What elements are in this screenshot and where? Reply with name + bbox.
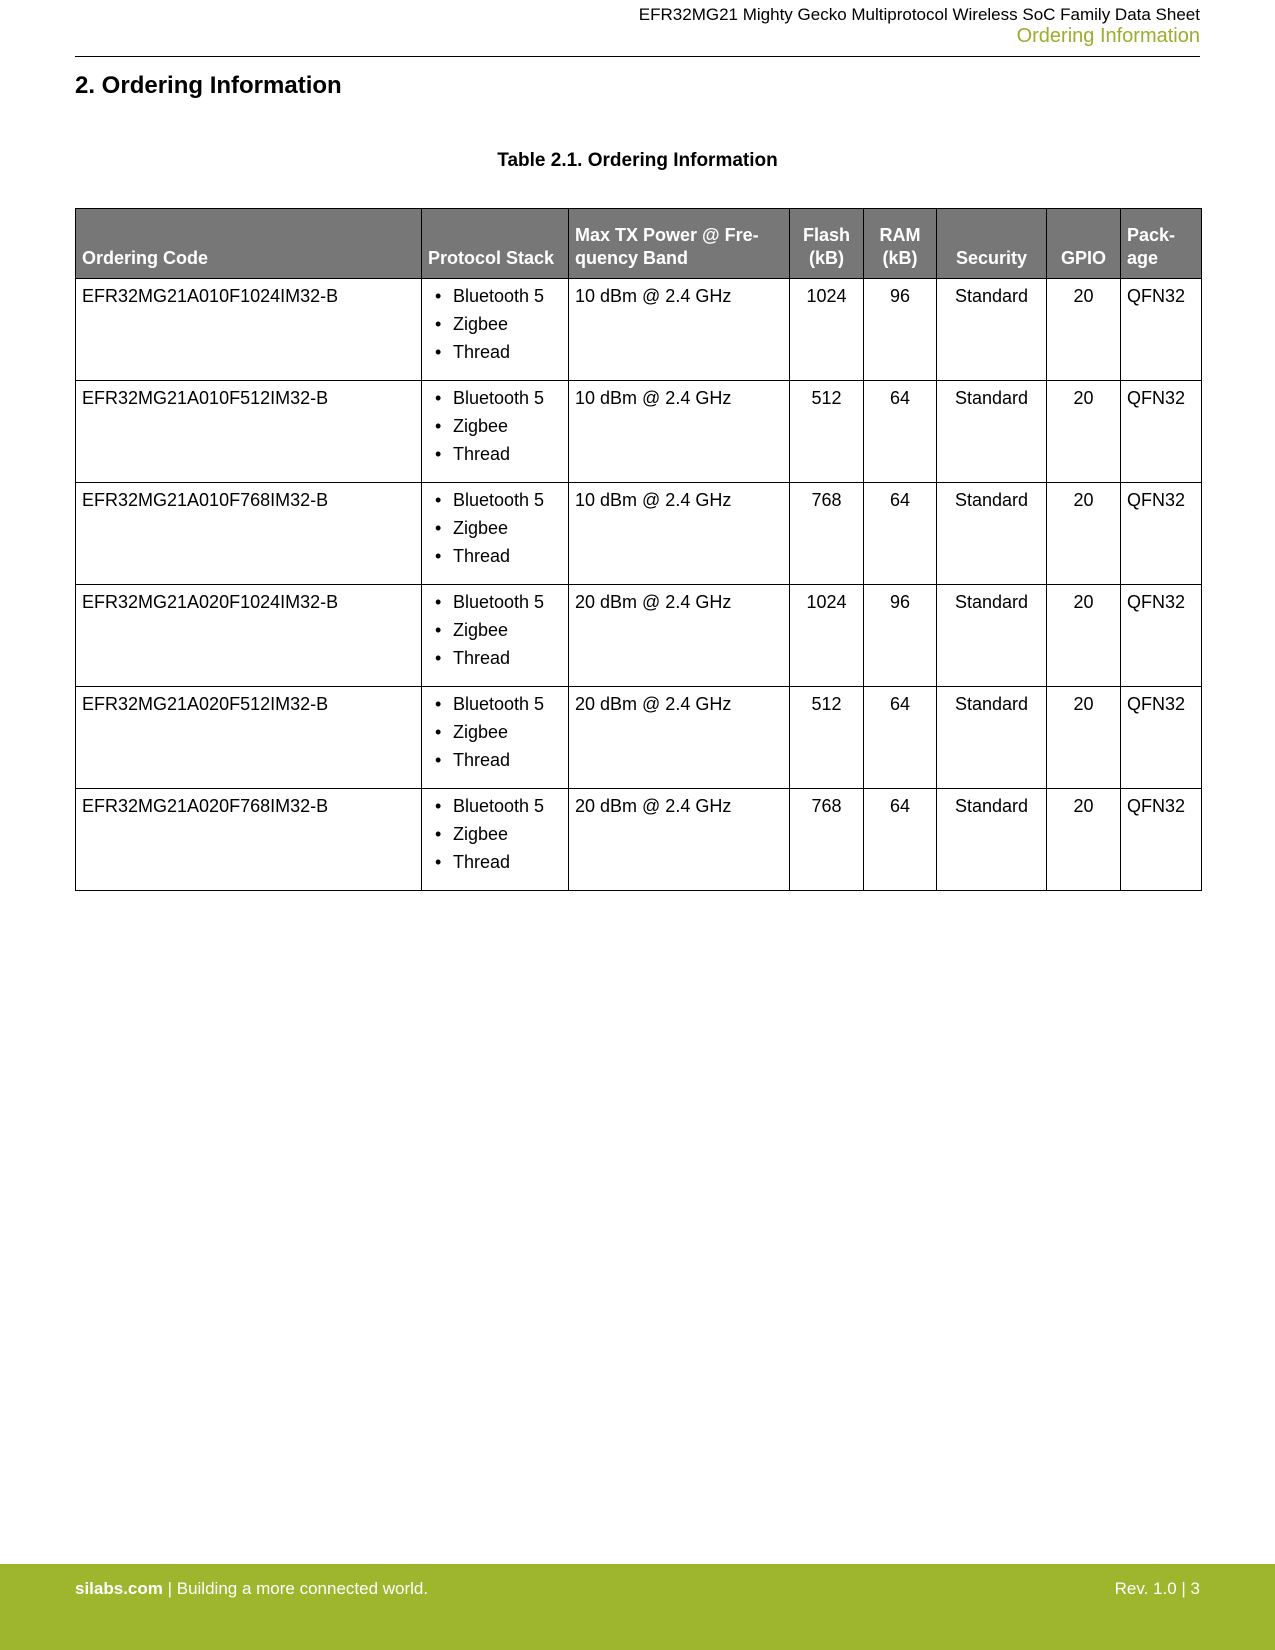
protocol-list [428, 792, 562, 876]
cell-gpio: 20 [1047, 381, 1121, 483]
protocol-list [428, 282, 562, 366]
ordering-table [75, 208, 1202, 891]
cell-flash: 512 [790, 381, 864, 483]
cell-package: QFN32 [1121, 381, 1202, 483]
cell-tx-power: 20 dBm @ 2.4 GHz [569, 789, 790, 891]
cell-ram: 64 [864, 789, 937, 891]
cell-gpio: 20 [1047, 279, 1121, 381]
table-caption: Table 2.1. Ordering Information [497, 150, 778, 171]
table-row [76, 687, 1202, 789]
cell-security: Standard [937, 483, 1047, 585]
cell-ram: 64 [864, 483, 937, 585]
cell-ram: 64 [864, 687, 937, 789]
protocol-item: • Zigbee [435, 412, 562, 440]
page-footer [0, 1564, 1275, 1650]
cell-protocol-stack [422, 687, 569, 789]
cell-security: Standard [937, 687, 1047, 789]
protocol-item: • Zigbee [435, 820, 562, 848]
protocol-item: • Bluetooth 5 [435, 792, 562, 820]
cell-protocol-stack [422, 789, 569, 891]
protocol-item: • Bluetooth 5 [435, 588, 562, 616]
header-divider [75, 56, 1200, 57]
col-header-ordering-code: Ordering Code [76, 209, 422, 279]
cell-ram: 64 [864, 381, 937, 483]
cell-gpio: 20 [1047, 687, 1121, 789]
cell-ram: 96 [864, 279, 937, 381]
cell-protocol-stack [422, 381, 569, 483]
col-header-protocol-stack: Protocol Stack [422, 209, 569, 279]
col-header-max-tx-power [569, 209, 790, 279]
cell-flash: 1024 [790, 585, 864, 687]
col-header-security: Security [937, 209, 1047, 279]
cell-tx-power: 10 dBm @ 2.4 GHz [569, 483, 790, 585]
cell-package: QFN32 [1121, 687, 1202, 789]
cell-ram: 96 [864, 585, 937, 687]
cell-ordering-code: EFR32MG21A020F1024IM32-B [76, 585, 422, 687]
cell-gpio: 20 [1047, 585, 1121, 687]
cell-flash: 512 [790, 687, 864, 789]
protocol-list [428, 690, 562, 774]
protocol-list [428, 486, 562, 570]
table-row [76, 585, 1202, 687]
cell-protocol-stack [422, 483, 569, 585]
protocol-item: • Bluetooth 5 [435, 690, 562, 718]
cell-tx-power: 20 dBm @ 2.4 GHz [569, 585, 790, 687]
protocol-item: • Bluetooth 5 [435, 282, 562, 310]
cell-package: QFN32 [1121, 789, 1202, 891]
protocol-item: • Thread [435, 644, 562, 672]
protocol-item: • Zigbee [435, 310, 562, 338]
protocol-item: • Thread [435, 746, 562, 774]
table-row [76, 279, 1202, 381]
table-row [76, 789, 1202, 891]
footer-left [75, 1579, 428, 1599]
footer-site-link[interactable]: silabs.com [75, 1579, 163, 1598]
cell-security: Standard [937, 279, 1047, 381]
cell-tx-power: 10 dBm @ 2.4 GHz [569, 381, 790, 483]
cell-security: Standard [937, 381, 1047, 483]
protocol-item: • Zigbee [435, 616, 562, 644]
protocol-item: • Zigbee [435, 514, 562, 542]
section-title: 2. Ordering Information [75, 72, 342, 99]
cell-package: QFN32 [1121, 585, 1202, 687]
protocol-item: • Bluetooth 5 [435, 384, 562, 412]
col-header-package: Pack-age [1121, 209, 1202, 279]
table-row [76, 483, 1202, 585]
cell-flash: 768 [790, 789, 864, 891]
protocol-item: • Zigbee [435, 718, 562, 746]
cell-security: Standard [937, 585, 1047, 687]
cell-ordering-code: EFR32MG21A010F512IM32-B [76, 381, 422, 483]
protocol-list [428, 384, 562, 468]
protocol-list [428, 588, 562, 672]
protocol-item: • Thread [435, 338, 562, 366]
col-header-ram: RAM (kB) [864, 209, 937, 279]
cell-ordering-code: EFR32MG21A020F768IM32-B [76, 789, 422, 891]
cell-ordering-code: EFR32MG21A010F1024IM32-B [76, 279, 422, 381]
cell-tx-power: 20 dBm @ 2.4 GHz [569, 687, 790, 789]
protocol-item: • Thread [435, 440, 562, 468]
col-header-max-tx-power-label: Max TX Power @ Fre-quency Band [575, 225, 759, 268]
cell-tx-power: 10 dBm @ 2.4 GHz [569, 279, 790, 381]
cell-package: QFN32 [1121, 483, 1202, 585]
protocol-item: • Bluetooth 5 [435, 486, 562, 514]
cell-ordering-code: EFR32MG21A020F512IM32-B [76, 687, 422, 789]
cell-protocol-stack [422, 279, 569, 381]
protocol-item: • Thread [435, 848, 562, 876]
col-header-gpio: GPIO [1047, 209, 1121, 279]
footer-tagline: | Building a more connected world. [162, 1579, 429, 1598]
cell-gpio: 20 [1047, 483, 1121, 585]
document-title: EFR32MG21 Mighty Gecko Multiprotocol Wireless SoC Family Data Sheet [638, 5, 1200, 24]
header-section-name: Ordering Information [1016, 25, 1200, 47]
cell-package: QFN32 [1121, 279, 1202, 381]
cell-flash: 768 [790, 483, 864, 585]
cell-protocol-stack [422, 585, 569, 687]
cell-ordering-code: EFR32MG21A010F768IM32-B [76, 483, 422, 585]
col-header-flash: Flash (kB) [790, 209, 864, 279]
table-header-row [76, 209, 1202, 279]
cell-flash: 1024 [790, 279, 864, 381]
cell-security: Standard [937, 789, 1047, 891]
footer-revision-page: Rev. 1.0 | 3 [1114, 1579, 1200, 1598]
cell-gpio: 20 [1047, 789, 1121, 891]
table-row [76, 381, 1202, 483]
protocol-item: • Thread [435, 542, 562, 570]
